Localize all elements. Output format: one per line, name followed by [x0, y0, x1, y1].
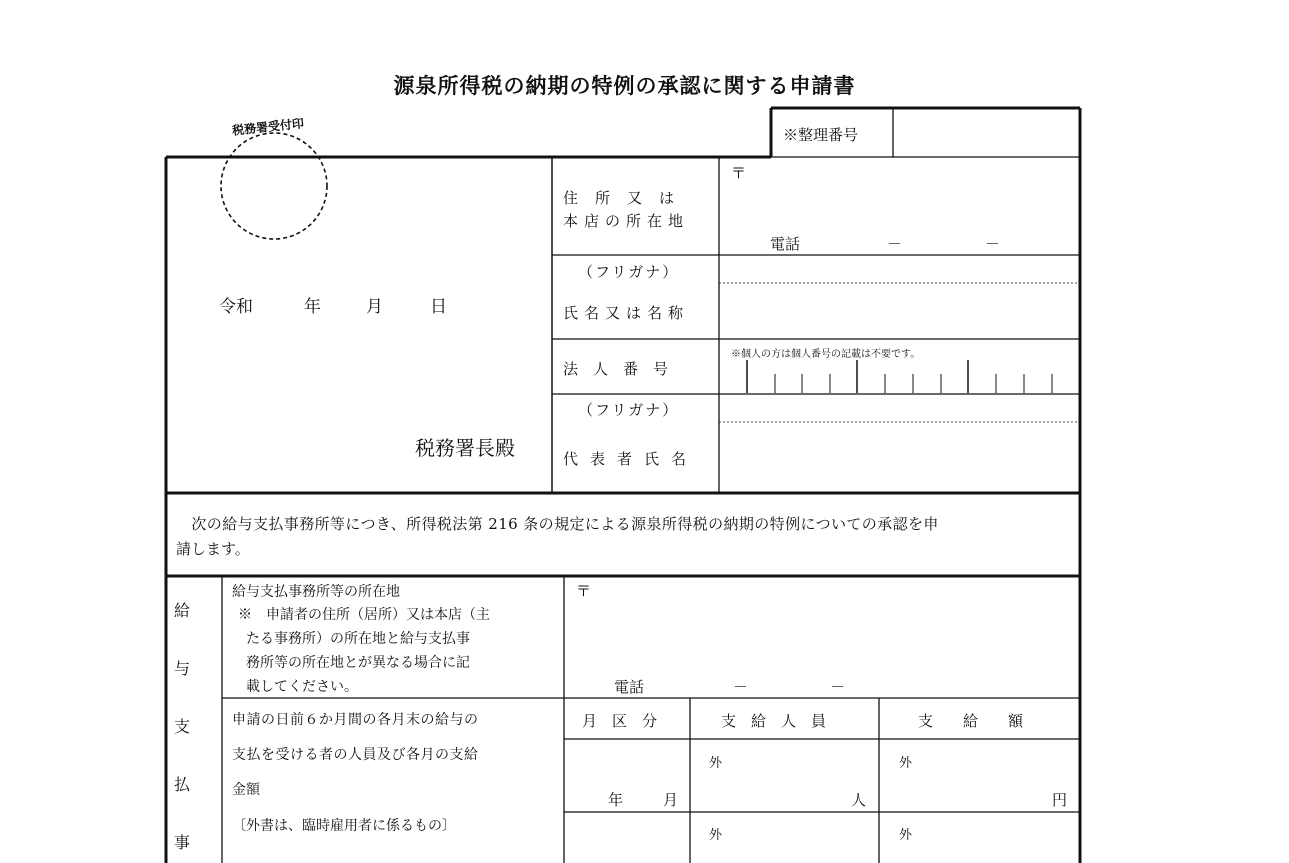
seiri-number-label: ※整理番号 [783, 126, 859, 144]
salary-desc-3: 金額 [232, 782, 260, 798]
date-year: 年 [304, 297, 321, 317]
office-location-note-2: たる事務所）の所在地と給与支払事 [246, 631, 470, 647]
address-label-line2: 本店の所在地 [563, 212, 690, 230]
name-label: 氏名又は名称 [563, 304, 690, 322]
office-location-label: 給与支払事務所等の所在地 [232, 584, 400, 600]
postal-mark-office: 〒 [576, 582, 592, 600]
office-location-note-3: 務所等の所在地とが異なる場合に記 [246, 655, 470, 671]
corp-number-note: ※個人の方は個人番号の記載は不要です。 [731, 349, 921, 360]
date-era: 令和 [219, 297, 253, 317]
address-label-line1: 住 所 又 は [563, 189, 676, 207]
header-people: 支 給 人 員 [721, 712, 827, 730]
vertical-label-char-3: 支 [174, 717, 191, 736]
rep-name-label: 代表者氏名 [563, 450, 699, 468]
phone-dash-1: － [887, 235, 903, 253]
row1-people-unit: 人 [851, 791, 867, 809]
row1-year: 年 [608, 791, 624, 809]
phone-dash-2: － [985, 235, 1001, 253]
header-month: 月 区 分 [582, 712, 658, 730]
salary-desc-1: 申請の日前６か月間の各月末の給与の [232, 712, 479, 728]
request-text-line1: 次の給与支払事務所等につき、所得税法第 216 条の規定による源泉所得税の納期の特例についての承認を申 [176, 515, 939, 533]
date-month: 月 [366, 297, 383, 317]
corp-number-label: 法 人 番 号 [563, 360, 669, 378]
salary-desc-4: 〔外書は、臨時雇用者に係るもの〕 [232, 818, 456, 834]
phone-label: 電話 [770, 235, 801, 253]
form-title: 源泉所得税の納期の特例の承認に関する申請書 [393, 74, 856, 98]
row1-month: 月 [663, 791, 679, 809]
stamp-label: 税務署受付印 [231, 116, 305, 138]
phone-label-office: 電話 [614, 678, 645, 696]
office-location-note-1: ※ 申請者の住所（居所）又は本店（主 [238, 607, 490, 623]
furigana-label-rep: （フリガナ） [578, 401, 680, 419]
row1-yen-unit: 円 [1052, 791, 1068, 809]
row2-people-outside: 外 [709, 828, 723, 843]
tax-office-chief: 税務署長殿 [415, 436, 515, 460]
vertical-label-char-2: 与 [174, 659, 191, 678]
phone-dash-office-2: － [830, 678, 846, 696]
row1-amount-outside: 外 [899, 756, 913, 771]
office-location-note-4: 載してください。 [246, 679, 358, 695]
header-amount: 支 給 額 [918, 712, 1024, 730]
stamp-circle [221, 133, 327, 239]
salary-desc-2: 支払を受ける者の人員及び各月の支給 [232, 747, 479, 763]
row2-amount-outside: 外 [899, 828, 913, 843]
vertical-label-char-4: 払 [174, 775, 191, 794]
phone-dash-office-1: － [733, 678, 749, 696]
postal-mark: 〒 [731, 164, 747, 182]
date-day: 日 [430, 297, 447, 317]
vertical-label-char-1: 給 [174, 601, 191, 620]
furigana-label: （フリガナ） [578, 263, 680, 281]
request-text-line2: 請します。 [176, 540, 250, 558]
row1-people-outside: 外 [709, 756, 723, 771]
vertical-label-char-5: 事 [174, 833, 191, 852]
